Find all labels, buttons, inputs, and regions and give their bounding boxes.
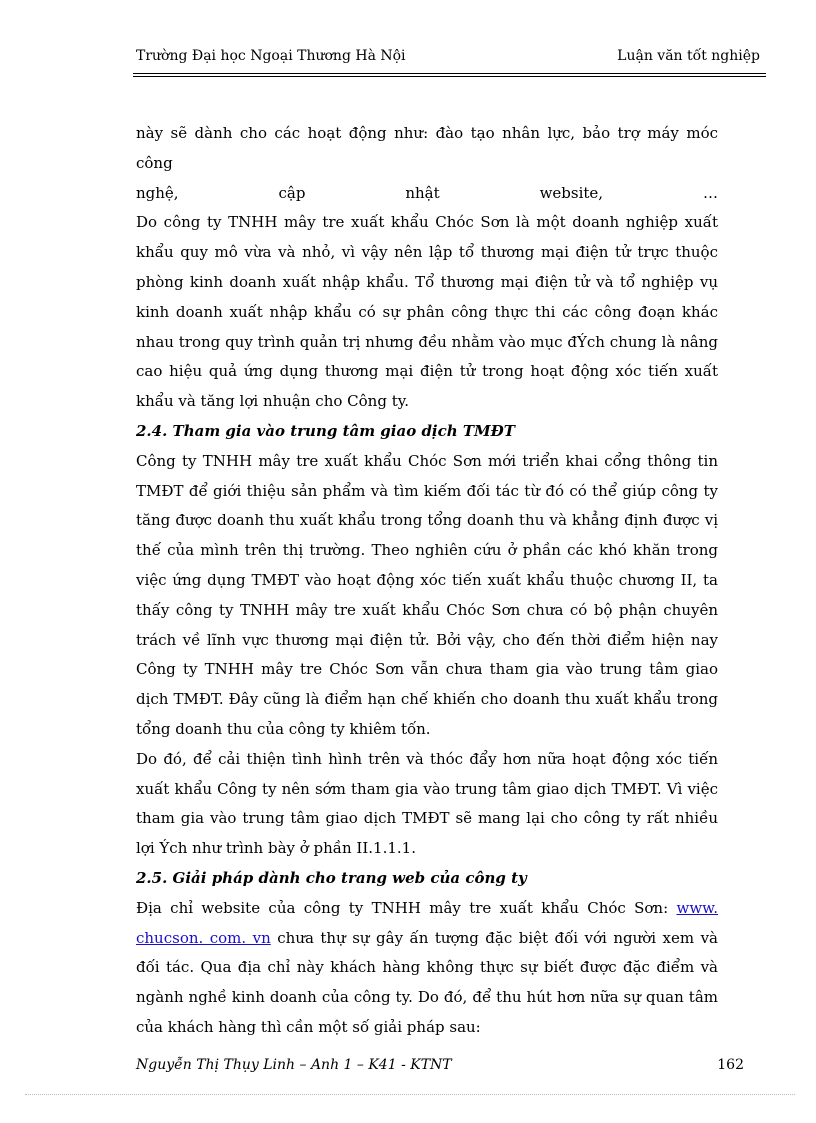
heading-2-4: 2.4. Tham gia vào trung tâm giao dịch TMĐT xyxy=(136,421,515,440)
page-separator xyxy=(25,1094,795,1095)
paragraph-continuation-line2: nghệ, cập nhật website, … xyxy=(136,183,718,202)
page-number: 162 xyxy=(717,1057,744,1073)
header-rule-top xyxy=(133,73,766,74)
paragraph-website xyxy=(136,894,718,1043)
paragraph-trading-center: Công ty TNHH mây tre xuất khẩu Chóc Sơn mới triển khai cổng thông tin TMĐT để giới thiệu sản phẩm và tìm kiếm đối tác từ đó có thể giúp công ty tăng được doanh thu xuất khẩu trong tổng doanh thu và khẳng định được vị thế của mình trên thị trường. Theo nghiên cứu ở phần các khó khăn trong việc ứng dụng TMĐT vào hoạt động xóc tiến xuất khẩu thuộc chương II, ta thấy công ty TNHH mây tre xuất khẩu Chóc Sơn chưa có bộ phận chuyên trách về lĩnh vực thương mại điện tử. Bởi vậy, cho đến thời điểm hiện nay Công ty TNHH mây tre Chóc Sơn vẫn chưa tham gia vào trung tâm giao dịch TMĐT. Đây cũng là điểm hạn chế khiến cho doanh thu xuất khẩu trong tổng doanh thu của công ty khiêm tốn. xyxy=(136,451,718,738)
footer-author: Nguyễn Thị Thụy Linh – Anh 1 – K41 - KTNT xyxy=(136,1057,452,1073)
paragraph-continuation-line1: này sẽ dành cho các hoạt động như: đào tạo nhân lực, bảo trợ máy móc công xyxy=(136,124,718,172)
website-text-before: Địa chỉ website của công ty TNHH mây tre xuất khẩu Chóc Sơn: xyxy=(136,898,677,917)
website-text-after: chưa thự sự gây ấn tượng đặc biệt đối với người xem và đối tác. Qua địa chỉ này khách hàng không thực sự biết được đặc điểm và ngành nghề kinh doanh của công ty. Do đó, để thu hút hơn nữa sự quan tâm của khách hàng thì cần một số giải pháp sau: xyxy=(136,928,718,1036)
heading-2-5: 2.5. Giải pháp dành cho trang web của công ty xyxy=(136,868,527,887)
header-title: Luận văn tốt nghiệp xyxy=(617,48,760,64)
page-body xyxy=(136,119,718,1043)
paragraph-ecommerce-team: Do công ty TNHH mây tre xuất khẩu Chóc Sơn là một doanh nghiệp xuất khẩu quy mô vừa và nhỏ, vì vậy nên lập tổ thương mại điện tử trực thuộc phòng kinh doanh xuất nhập khẩu. Tổ thương mại điện tử và tổ nghiệp vụ kinh doanh xuất nhập khẩu có sự phân công thực thi các công đoạn khác nhau trong quy trình quản trị nhưng đều nhằm vào mục đÝch chung là nâng cao hiệu quả ứng dụng thương mại điện tử trong hoạt động xóc tiến xuất khẩu và tăng lợi nhuận cho Công ty. xyxy=(136,213,718,411)
header-school: Trường Đại học Ngoại Thương Hà Nội xyxy=(136,48,406,64)
website-link[interactable]: www. chucson. com. vn xyxy=(136,898,718,947)
paragraph-recommendation: Do đó, để cải thiện tình hình trên và thóc đẩy hơn nữa hoạt động xóc tiến xuất khẩu Công ty nên sớm tham gia vào trung tâm giao dịch TMĐT. Vì việc tham gia vào trung tâm giao dịch TMĐT sẽ mang lại cho công ty rất nhiều lợi Ých như trình bày ở phần II.1.1.1. xyxy=(136,749,718,858)
header-rule-bottom xyxy=(133,76,766,77)
